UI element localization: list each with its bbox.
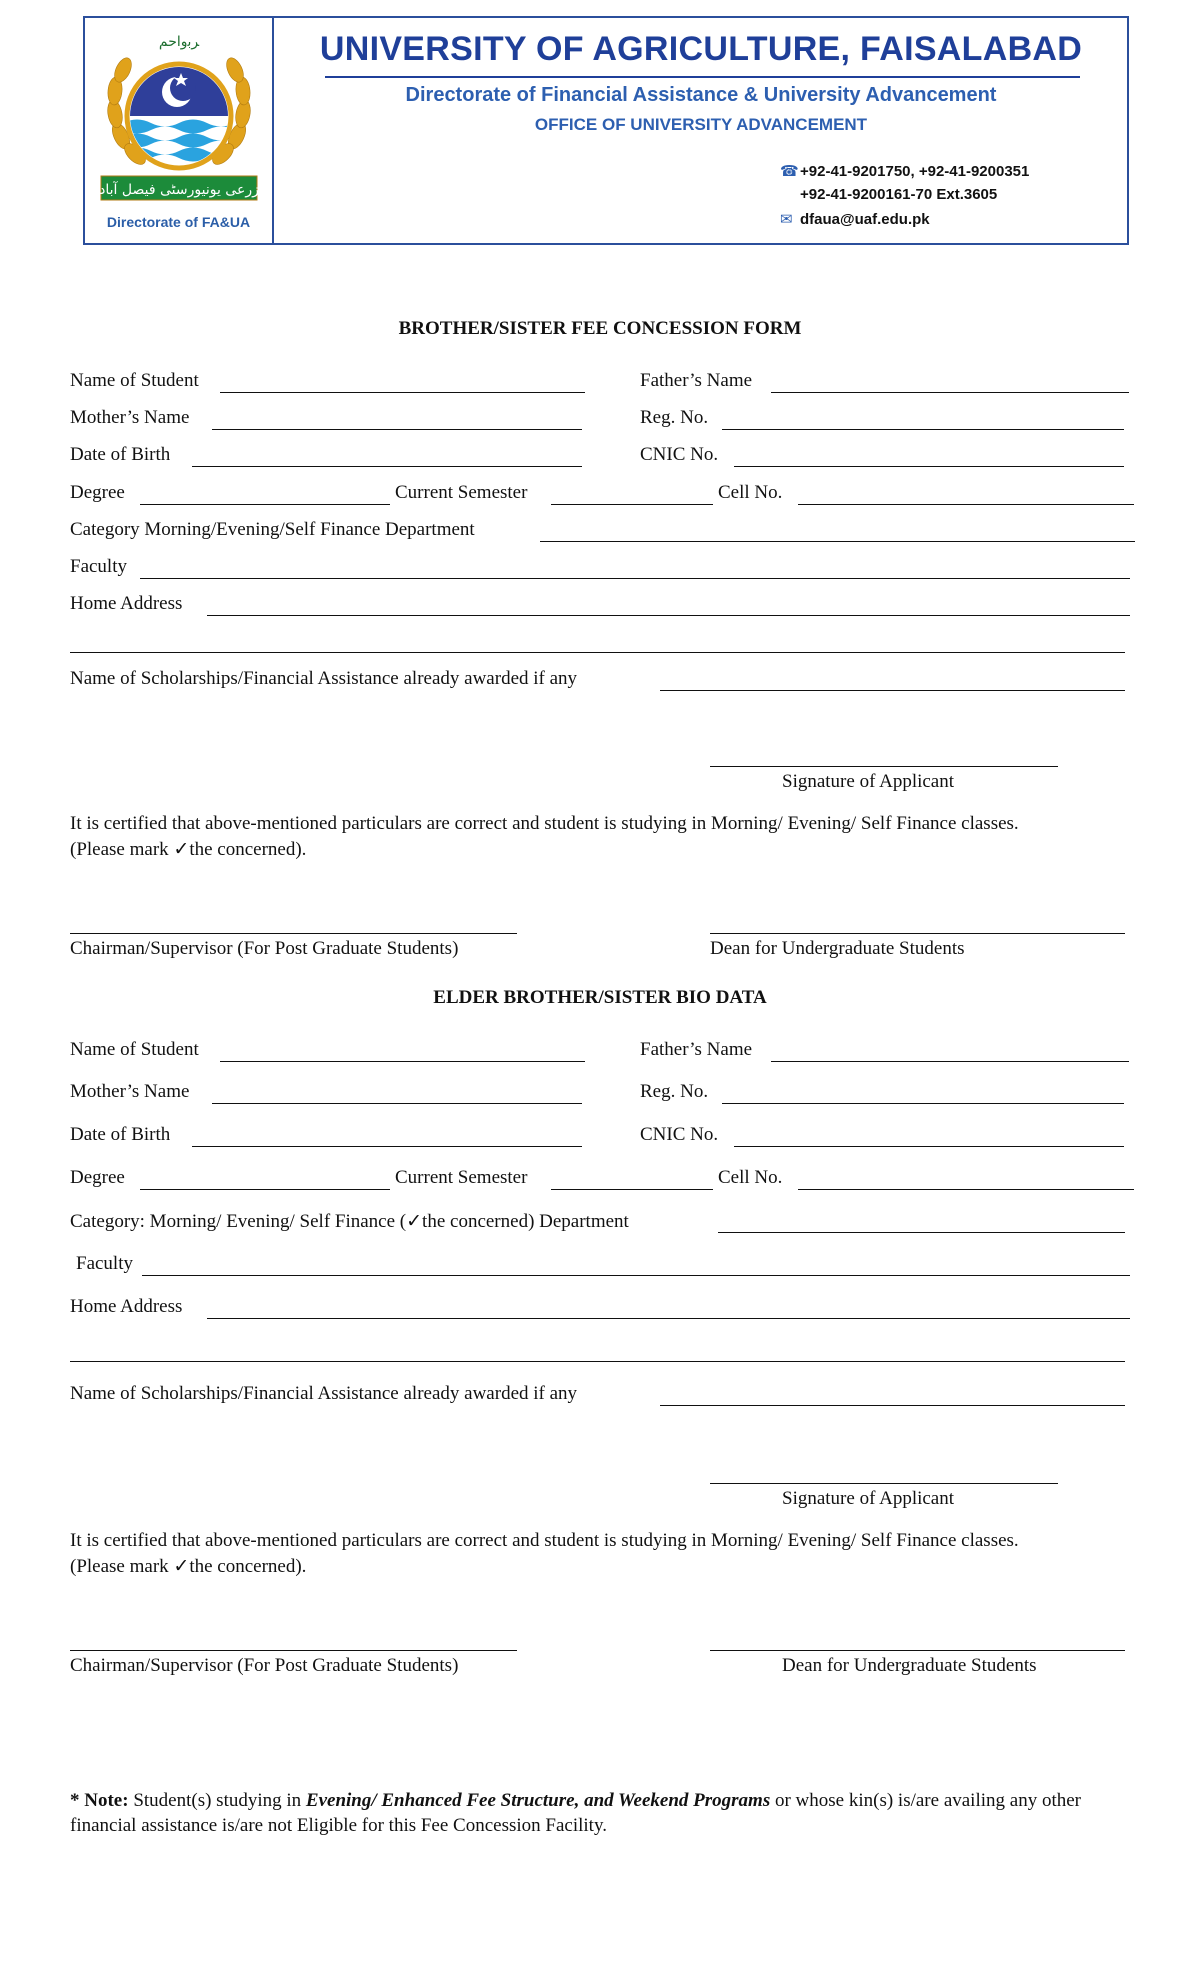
logo-cell — [85, 18, 274, 243]
elder-label-mothers-name: Mother’s Name — [70, 1081, 190, 1102]
letterhead — [83, 16, 1129, 245]
elder-field-home-address[interactable] — [207, 1318, 1130, 1319]
label-home-address: Home Address — [70, 593, 183, 614]
label-scholarships: Name of Scholarships/Financial Assistance already awarded if any — [70, 668, 578, 689]
label-cell-no: Cell No. — [718, 482, 783, 503]
elder-label-chairman: Chairman/Supervisor (For Post Graduate Students) — [70, 1655, 459, 1676]
elder-field-cnic-no[interactable] — [734, 1146, 1124, 1147]
label-date-of-birth: Date of Birth — [70, 444, 171, 465]
elder-label-fathers-name: Father’s Name — [640, 1039, 753, 1060]
elder-label-dean: Dean for Undergraduate Students — [782, 1655, 1037, 1676]
svg-text:ﺮﺑﻭﺍﺣﻢ: ﺮﺑﻭﺍﺣﻢ — [158, 34, 200, 50]
phone-line-2: +92-41-9200161-70 Ext.3605 — [800, 186, 998, 203]
elder-section-title: ELDER BROTHER/SISTER BIO DATA — [433, 987, 767, 1008]
label-fathers-name: Father’s Name — [640, 370, 753, 391]
elder-field-degree[interactable] — [140, 1189, 390, 1190]
elder-label-cell-no: Cell No. — [718, 1167, 783, 1188]
note-emphasis: Evening/ Enhanced Fee Structure, and Weekend Programs — [305, 1790, 771, 1811]
elder-field-mothers-name[interactable] — [212, 1103, 582, 1104]
elder-label-degree: Degree — [70, 1167, 125, 1188]
elder-field-date-of-birth[interactable] — [192, 1146, 582, 1147]
elder-label-reg-no: Reg. No. — [640, 1081, 709, 1102]
note-label: * Note: — [70, 1790, 129, 1811]
signature-line-dean[interactable] — [710, 933, 1125, 934]
email-line — [780, 210, 930, 228]
label-category-department: Category Morning/Evening/Self Finance Department — [70, 519, 475, 540]
elder-field-fathers-name[interactable] — [771, 1061, 1129, 1062]
certify-text-line-1: It is certified that above-mentioned particulars are correct and student is studying in Morning/ Evening/ Self Finance classes. — [70, 813, 1019, 834]
office-name: OFFICE OF UNIVERSITY ADVANCEMENT — [534, 115, 868, 134]
elder-field-reg-no[interactable] — [722, 1103, 1124, 1104]
field-fathers-name[interactable] — [771, 392, 1129, 393]
note-text-a: Student(s) studying in — [128, 1790, 306, 1811]
field-home-address[interactable] — [207, 615, 1130, 616]
email-link[interactable]: dfaua@uaf.edu.pk — [800, 211, 930, 228]
title-underline — [325, 76, 1080, 78]
svg-text:ﺯﺭﻋﯽ ﯾﻮﻧﯿﻮﺭﺳﭩﯽ ﻓﯿﺼﻞ ﺁﺑﺎﺩ: ﺯﺭﻋﯽ ﯾﻮﻧﯿﻮﺭﺳﭩﯽ ﻓﯿﺼﻞ ﺁﺑﺎﺩ — [99, 182, 259, 198]
field-home-address-line-2[interactable] — [70, 652, 1125, 653]
elder-label-cnic-no: CNIC No. — [640, 1124, 719, 1145]
label-degree: Degree — [70, 482, 125, 503]
elder-field-category-department[interactable] — [718, 1232, 1125, 1233]
certify-text-line-2: (Please mark ✓the concerned). — [70, 839, 307, 860]
field-cnic-no[interactable] — [734, 466, 1124, 467]
label-chairman: Chairman/Supervisor (For Post Graduate Students) — [70, 938, 459, 959]
signature-line-chairman[interactable] — [70, 933, 517, 934]
note-text-b: or whose kin(s) is/are availing any other financial assistance is/are not Eligible for this Fee Concession Facility. — [70, 1790, 1081, 1836]
label-dean: Dean for Undergraduate Students — [710, 938, 965, 959]
field-category-department[interactable] — [540, 541, 1135, 542]
mail-icon: ✉ — [780, 211, 793, 228]
elder-field-name-of-student[interactable] — [220, 1061, 585, 1062]
field-cell-no[interactable] — [798, 504, 1134, 505]
elder-label-current-semester: Current Semester — [395, 1167, 528, 1188]
elder-label-name-of-student: Name of Student — [70, 1039, 199, 1060]
elder-label-scholarships: Name of Scholarships/Financial Assistance already awarded if any — [70, 1383, 578, 1404]
elder-label-home-address: Home Address — [70, 1296, 183, 1317]
field-mothers-name[interactable] — [212, 429, 582, 430]
label-reg-no: Reg. No. — [640, 407, 709, 428]
directorate-name: Directorate of Financial Assistance & University Advancement — [405, 84, 997, 106]
logo-caption: Directorate of FA&UA — [106, 214, 251, 230]
phone-line-1: ☎+92-41-9201750, +92-41-9200351 — [780, 163, 1030, 180]
elder-field-scholarships[interactable] — [660, 1405, 1125, 1406]
field-current-semester[interactable] — [551, 504, 713, 505]
elder-signature-line-dean[interactable] — [710, 1650, 1125, 1651]
eligibility-note — [70, 1788, 1140, 1838]
elder-signature-line-applicant[interactable] — [710, 1483, 1058, 1484]
elder-field-home-address-line-2[interactable] — [70, 1361, 1125, 1362]
field-scholarships[interactable] — [660, 690, 1125, 691]
label-current-semester: Current Semester — [395, 482, 528, 503]
elder-signature-line-chairman[interactable] — [70, 1650, 517, 1651]
label-name-of-student: Name of Student — [70, 370, 199, 391]
elder-field-current-semester[interactable] — [551, 1189, 713, 1190]
field-degree[interactable] — [140, 504, 390, 505]
signature-line-applicant[interactable] — [710, 766, 1058, 767]
field-date-of-birth[interactable] — [192, 466, 582, 467]
elder-certify-text-line-2: (Please mark ✓the concerned). — [70, 1556, 307, 1577]
elder-certify-text-line-1: It is certified that above-mentioned particulars are correct and student is studying in Morning/ Evening/ Self Finance classes. — [70, 1530, 1019, 1551]
elder-field-cell-no[interactable] — [798, 1189, 1134, 1190]
elder-field-faculty[interactable] — [142, 1275, 1130, 1276]
elder-label-category-department: Category: Morning/ Evening/ Self Finance (✓the concerned) Department — [70, 1211, 629, 1232]
field-reg-no[interactable] — [722, 429, 1124, 430]
elder-label-faculty: Faculty — [76, 1253, 133, 1274]
label-signature-applicant: Signature of Applicant — [782, 771, 955, 792]
label-cnic-no: CNIC No. — [640, 444, 719, 465]
label-faculty: Faculty — [70, 556, 127, 577]
phone-icon: ☎ — [780, 163, 799, 180]
university-name: UNIVERSITY OF AGRICULTURE, FAISALABAD — [319, 30, 1083, 68]
elder-label-date-of-birth: Date of Birth — [70, 1124, 171, 1145]
form-title: BROTHER/SISTER FEE CONCESSION FORM — [398, 318, 802, 339]
field-name-of-student[interactable] — [220, 392, 585, 393]
university-logo — [93, 26, 265, 208]
label-mothers-name: Mother’s Name — [70, 407, 190, 428]
field-faculty[interactable] — [140, 578, 1130, 579]
elder-label-signature-applicant: Signature of Applicant — [782, 1488, 955, 1509]
